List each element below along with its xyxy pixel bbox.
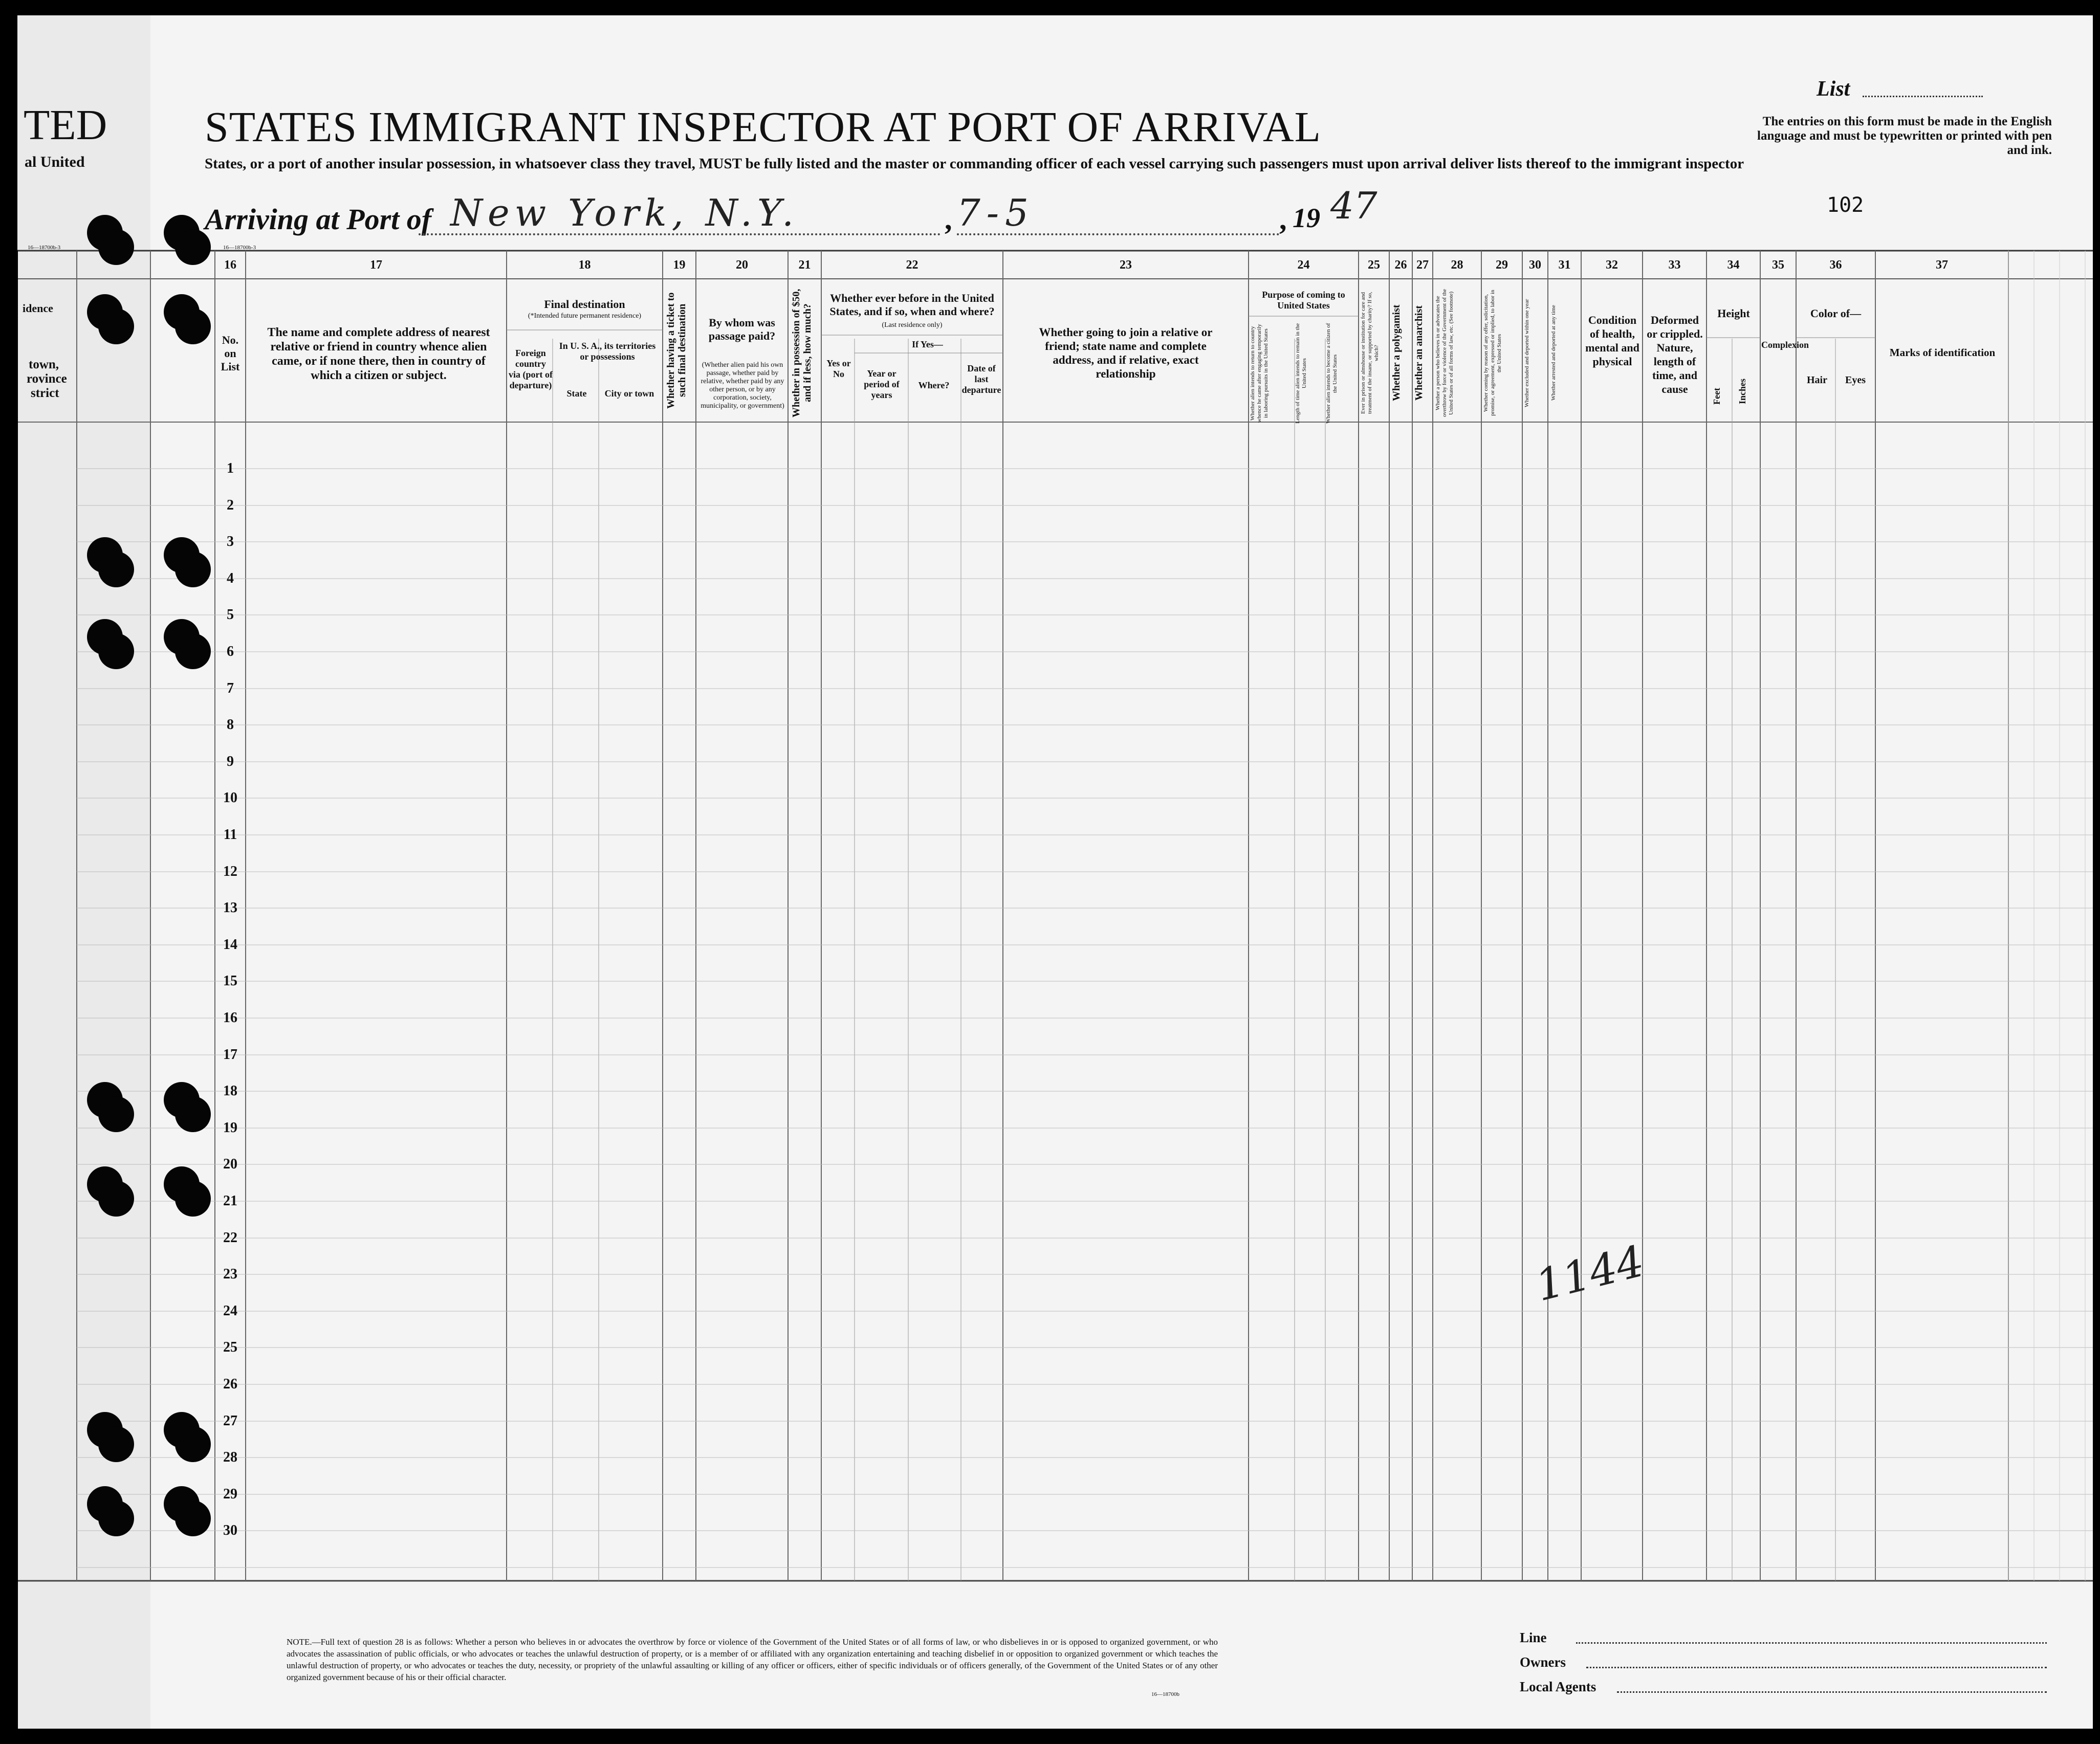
header-years: Year or period of years [864,368,900,400]
page-number: 102 [1827,193,1864,217]
punch-hole [175,1426,211,1462]
row-number: 4 [227,570,234,586]
title-fragment-left: TED [24,101,107,149]
comma: , [945,203,952,236]
header-complexion: Complexion [1761,340,1809,350]
row-number: 23 [223,1266,237,1283]
header-passage-paid: By whom was passage paid? [708,316,776,342]
col-num-27: 27 [1416,258,1429,272]
col-num-31: 31 [1558,258,1571,272]
line-label: Line [1520,1630,1547,1645]
row-number: 11 [223,827,237,843]
page-title: STATES IMMIGRANT INSPECTOR AT PORT OF ARRIVAL [205,103,1321,151]
header-height: Height [1717,307,1750,320]
row-number: 16 [223,1010,237,1026]
header-purpose-citizen: Whether alien intends to become a citizen of the United States [1325,323,1338,424]
header-ever-before: Whether ever before in the United States, and if so, when and where? [829,292,995,318]
row-number: 21 [223,1193,237,1209]
header-prison: Ever in prison or almshouse or institution for care and treatment of the insane, or supported by charity? If so, which? [1360,292,1380,414]
row-number: 22 [223,1229,237,1246]
row-number: 25 [223,1339,237,1356]
instructions-line: States, or a port of another insular possession, in whatsoever class they travel, MUST be fully listed and the master or commanding officer of each vessel carrying such passengers must upon arrival deliver lists thereof to the immigrant inspector [205,156,1744,172]
row-number: 2 [227,497,234,513]
arrival-year-value[interactable]: 47 [1330,184,1377,227]
list-number-field[interactable] [1863,96,1983,97]
punch-hole [98,229,134,265]
subtitle-fragment-left: al United [25,153,85,170]
header-hair: Hair [1807,374,1827,386]
header-purpose: Purpose of coming to United States [1262,290,1345,311]
row-number: 15 [223,973,237,989]
col-num-18: 18 [578,258,591,272]
owners-field[interactable] [1586,1667,2047,1668]
col-num-20: 20 [736,258,748,272]
punch-hole [98,633,134,669]
entries-note: The entries on this form must be made in the English language and must be typewritten or printed with pen and ink. [1757,115,2052,157]
punch-hole [175,1181,211,1217]
col-num-21: 21 [798,258,811,272]
header-passage-paid-sub: (Whether alien paid his own passage, whether paid by relative, whether paid by any other person, or by any corporation, society, municipality, or government) [701,361,784,410]
row-number: 1 [227,460,234,476]
punch-hole [98,308,134,344]
residence-fragment: idence [23,302,53,315]
header-nearest-relative: The name and complete address of nearest relative or friend in country whence alien came, or if none there, then in country of which a citizen or subject. [267,326,490,382]
local-agents-label: Local Agents [1520,1679,1596,1694]
header-purpose-return: Whether alien intends to return to country whence he came after engaging temporarily in laboring pursuits in the United States [1250,324,1269,423]
col-num-37: 37 [1936,258,1948,272]
col-num-26: 26 [1394,258,1407,272]
row-number: 26 [223,1376,237,1392]
list-label: List [1817,77,1850,101]
row-number: 14 [223,936,237,953]
row-number: 18 [223,1083,237,1099]
col-num-30: 30 [1529,258,1541,272]
province-fragment: rovince [27,372,67,386]
header-where: Where? [918,380,950,390]
punch-hole [175,1096,211,1132]
punch-hole [98,1500,134,1536]
punch-hole [175,308,211,344]
header-question-28: Whether a person who believes in or advocates the overthrow by force or violence of the Government of the United States or of all forms of law, etc. (See footnote) [1435,289,1454,417]
header-polygamist: Whether a polygamist [1391,304,1402,402]
row-number: 27 [223,1412,237,1429]
header-anarchist: Whether an anarchist [1413,305,1425,401]
col-num-36: 36 [1829,258,1842,272]
header-no-on-list: No. on List [221,334,240,373]
header-date-departure: Date of last departure [961,363,1001,395]
header-deformed: Deformed or crippled. Nature, length of time, and cause [1647,314,1703,395]
col-num-28: 28 [1451,258,1463,272]
header-marks: Marks of identification [1889,346,1996,359]
row-number: 7 [227,680,234,696]
header-final-destination: Final destination [544,298,625,311]
town-fragment: town, [29,358,59,371]
form-code-left: 16—18700b-3 [28,245,61,251]
header-excluded: Whether excluded and deported within one year [1524,299,1530,407]
footnote-question-28: NOTE.—Full text of question 28 is as follows: Whether a person who believes in or advocates the overthrow by force or violence of the Government of the United States or of all forms of law, or who disbelieves in or is opposed to organized government, or who advocates the assassination of public officials, or who advocates or teaches the unlawful destruction of property, or is a member of or affiliated with any organization entertaining and teaching disbelief in or opposition to organized government or which teaches the unlawful destruction of property, or who advocates or teaches the duty, necessity, or propriety of the unlawful assaulting or killing of any officer or officers, either of specific individuals or of officers generally, of the Government of the United States or of any other organized government because of his or their official character. [287,1637,1218,1682]
header-ticket: Whether having a ticket to such final destination [665,292,688,409]
handwritten-annotation: 1144 [1530,1235,1649,1311]
header-fifty-dollars: Whether in possession of $50, and if less, how much? [791,289,813,417]
col-num-32: 32 [1606,258,1618,272]
form-code-right: 16—18700b-3 [223,245,256,251]
line-field[interactable] [1576,1642,2047,1644]
header-yes-no: Yes or No [826,358,851,379]
header-last-residence: (Last residence only) [882,321,943,329]
row-number: 24 [223,1303,237,1319]
row-number: 28 [223,1449,237,1466]
row-number: 6 [227,644,234,659]
col-num-33: 33 [1668,258,1681,272]
header-foreign-country: Foreign country via (port of departure) [509,348,553,390]
district-fragment: strict [31,386,59,400]
footer-form-code: 16—18700b [1151,1691,1179,1697]
header-city: City or town [604,388,654,399]
local-agents-field[interactable] [1617,1691,2047,1693]
col-num-22: 22 [906,258,918,272]
row-number: 30 [223,1522,237,1539]
punch-hole [175,633,211,669]
row-number: 12 [223,863,237,879]
col-num-19: 19 [673,258,686,272]
header-join-relative: Whether going to join a relative or friend; state name and complete address, and if relative, exact relationship [1039,326,1213,380]
year-prefix: 19 [1293,203,1320,233]
punch-hole [175,1500,211,1536]
row-number: 8 [227,717,234,733]
header-if-yes: If Yes— [912,339,943,349]
punch-hole [175,229,211,265]
arrival-date-value[interactable]: 7-5 [957,191,1035,234]
row-number: 10 [223,790,237,806]
row-number: 3 [227,534,234,550]
col-num-25: 25 [1368,258,1380,272]
owners-label: Owners [1520,1654,1566,1670]
header-feet: Feet [1712,388,1722,405]
col-num-17: 17 [370,258,382,272]
header-labor-offer: Whether coming by reason of any offer, solicitation, promise, or agreement, expressed or implied, to labor in the United States [1483,290,1502,416]
punch-hole [175,551,211,587]
header-purpose-length: Length of time alien intends to remain in the United States [1295,323,1307,424]
header-color-of: Color of— [1810,307,1862,320]
row-number: 13 [223,900,237,916]
header-health: Condition of health, mental and physical [1585,314,1639,368]
punch-hole [98,1426,134,1462]
punch-hole [98,1181,134,1217]
row-number: 20 [223,1156,237,1173]
row-number: 17 [223,1046,237,1063]
row-number: 5 [227,607,234,623]
header-eyes: Eyes [1845,374,1866,386]
col-num-16: 16 [224,258,236,272]
col-num-34: 34 [1727,258,1740,272]
col-num-23: 23 [1120,258,1132,272]
col-num-35: 35 [1772,258,1784,272]
punch-hole [98,1096,134,1132]
port-value[interactable]: New York, N.Y. [450,191,799,234]
header-in-usa: In U. S. A., its territories or possessions [559,341,656,362]
row-number: 29 [223,1486,237,1502]
punch-hole [98,551,134,587]
header-final-destination-sub: (*Intended future permanent residence) [528,312,642,320]
header-arrested: Whether arrested and deported at any time [1550,305,1557,401]
row-number: 19 [223,1119,237,1136]
col-num-29: 29 [1496,258,1508,272]
col-num-24: 24 [1297,258,1310,272]
header-inches: Inches [1737,379,1747,405]
comma-2: , [1279,203,1287,236]
header-state: State [566,388,587,399]
row-number: 9 [227,753,234,769]
arrival-port-label: Arriving at Port of [205,203,432,236]
